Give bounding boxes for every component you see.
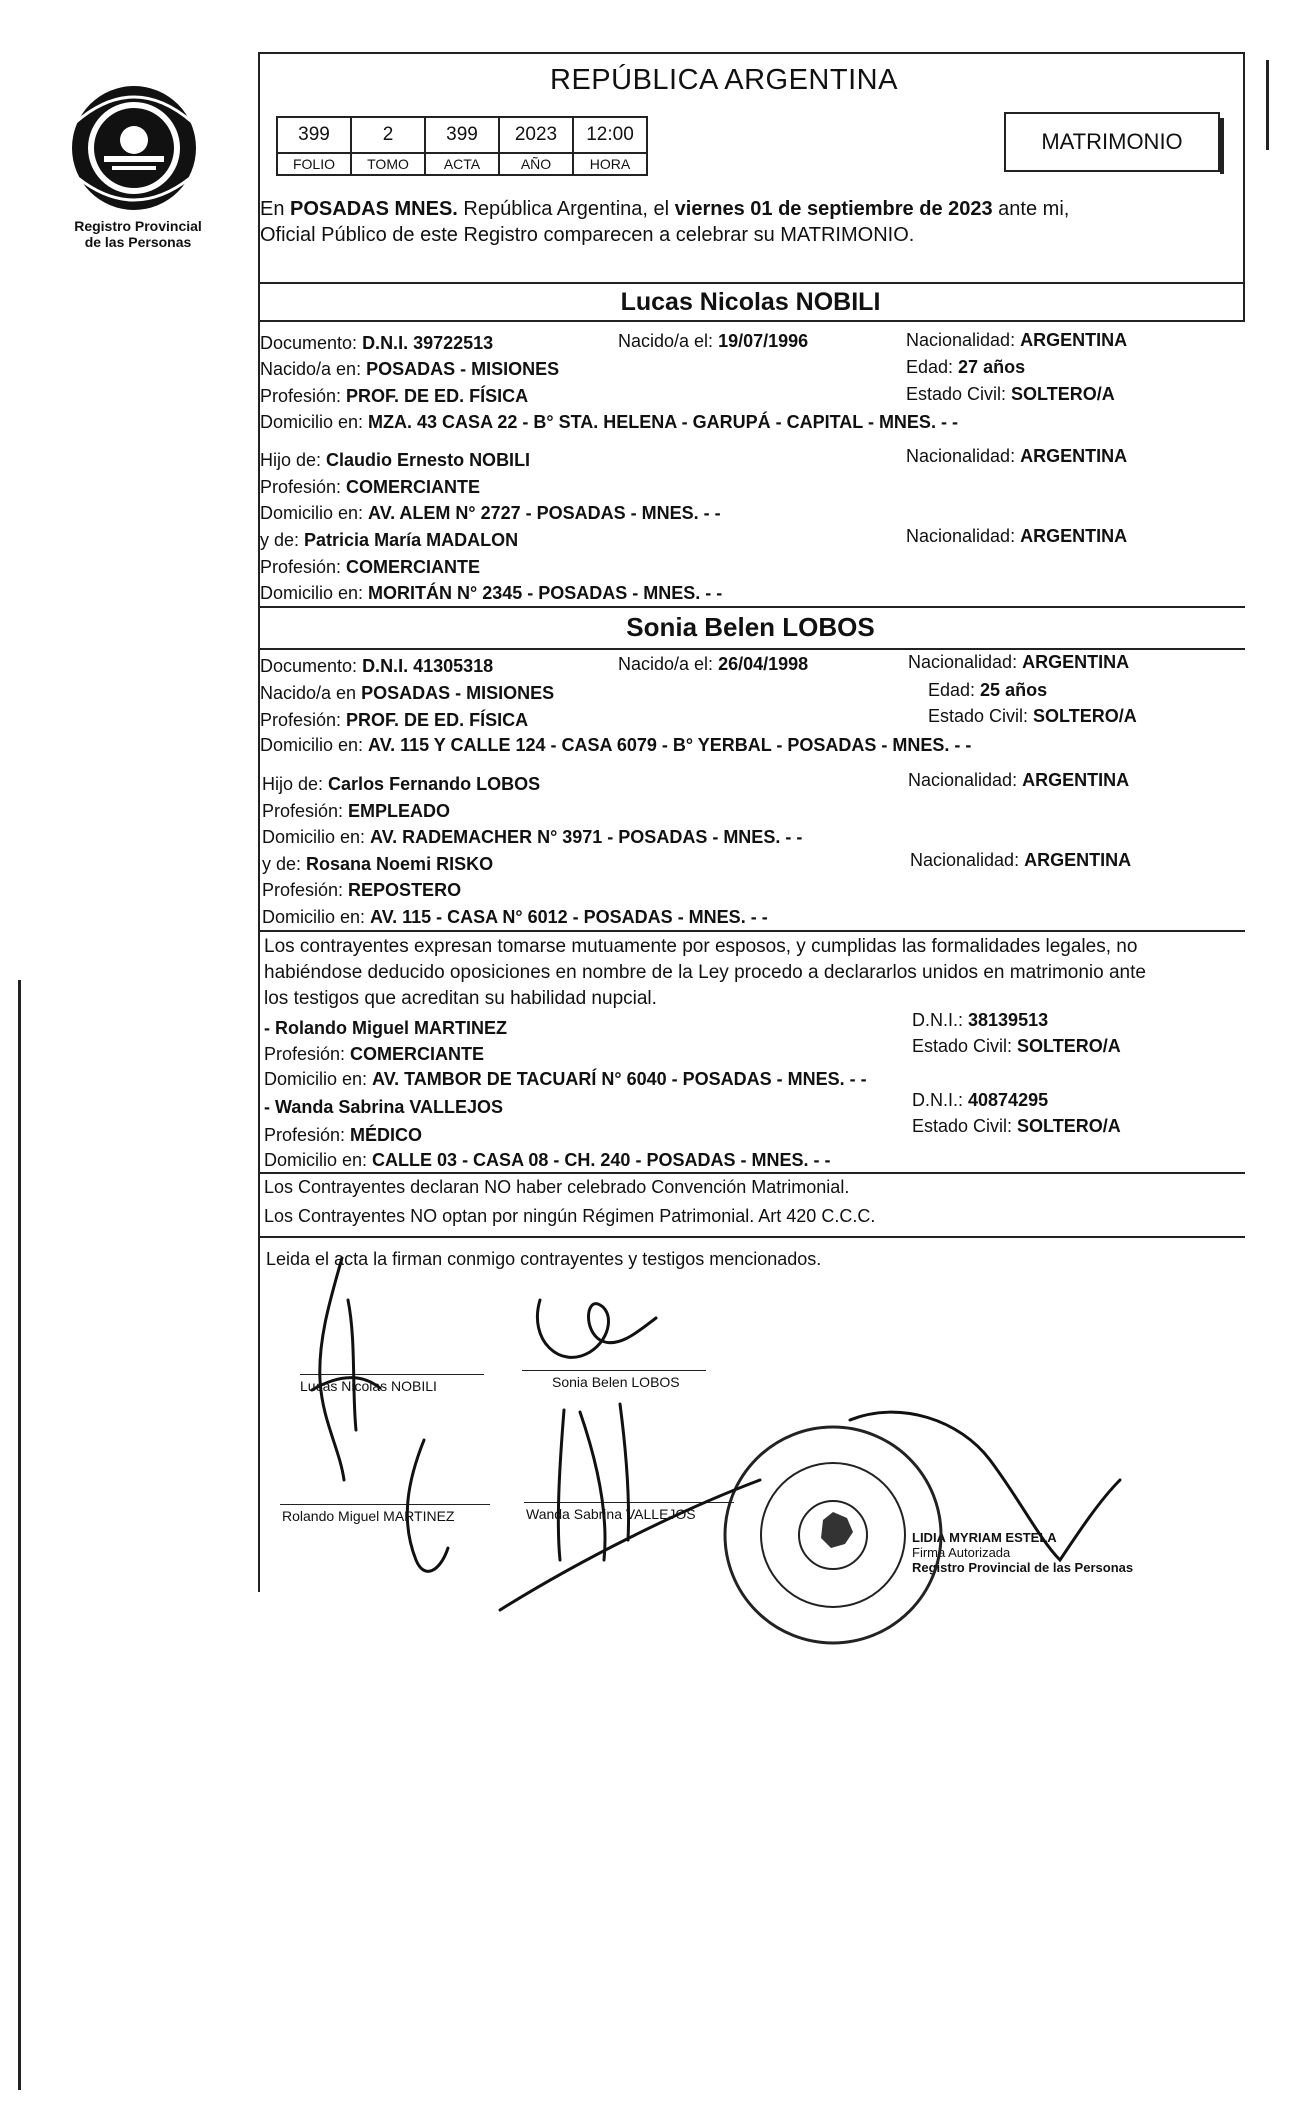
folio-label: FOLIO [277, 153, 351, 175]
groom-age: Edad: 27 años [906, 357, 1026, 377]
witness2-signature-name: Wanda Sabrina VALLEJOS [526, 1506, 696, 1522]
anio-label: AÑO [499, 153, 573, 175]
witness2-name: - Wanda Sabrina VALLEJOS [264, 1097, 504, 1117]
groom-name: Lucas Nicolas NOBILI [620, 288, 881, 316]
groom-document: Documento: D.N.I. 39722513 [260, 333, 494, 353]
groom-father-nationality: Nacionalidad: ARGENTINA [906, 446, 1128, 466]
bride-document: Documento: D.N.I. 41305318 [260, 656, 494, 676]
witness2-dni: D.N.I.: 40874295 [912, 1090, 1049, 1110]
bride-mother-profession: Profesión: REPOSTERO [262, 880, 462, 900]
bride-father: Hijo de: Carlos Fernando LOBOS [262, 774, 541, 794]
registry-name: Registro Provincial de las Personas [74, 218, 202, 250]
bride-age: Edad: 25 años [928, 680, 1048, 700]
bride-mother-address: Domicilio en: AV. 115 - CASA N° 6012 - POSADAS - MNES. - - [262, 907, 768, 927]
groom-mother-profession: Profesión: COMERCIANTE [260, 557, 481, 577]
bride-father-address: Domicilio en: AV. RADEMACHER N° 3971 - POSADAS - MNES. - - [262, 827, 803, 847]
bride-signature-name: Sonia Belen LOBOS [552, 1374, 680, 1390]
bride-birthdate: Nacido/a el: 26/04/1998 [618, 654, 809, 674]
official-signature-block: LIDIA MYRIAM ESTELA Firma Autorizada Registro Provincial de las Personas [912, 1530, 1134, 1575]
bride-civil-status: Estado Civil: SOLTERO/A [928, 706, 1137, 726]
groom-nationality: Nacionalidad: ARGENTINA [906, 330, 1128, 350]
acta-label: ACTA [425, 153, 499, 175]
regime-note: Los Contrayentes NO optan por ningún Régimen Patrimonial. Art 420 C.C.C. [264, 1206, 876, 1226]
groom-mother-nationality: Nacionalidad: ARGENTINA [906, 526, 1128, 546]
folio-value: 399 [277, 117, 351, 153]
witness1-address: Domicilio en: AV. TAMBOR DE TACUARÍ N° 6040 - POSADAS - MNES. - - [264, 1069, 867, 1089]
bride-address: Domicilio en: AV. 115 Y CALLE 124 - CASA 6079 - B° YERBAL - POSADAS - MNES. - - [260, 735, 972, 755]
bride-name: Sonia Belen LOBOS [626, 612, 875, 642]
witness2-address: Domicilio en: CALLE 03 - CASA 08 - CH. 240 - POSADAS - MNES. - - [264, 1150, 831, 1170]
groom-mother-address: Domicilio en: MORITÁN N° 2345 - POSADAS - MNES. - - [260, 583, 723, 603]
groom-birthdate: Nacido/a el: 19/07/1996 [618, 331, 809, 351]
hora-label: HORA [573, 153, 647, 175]
witness1-civil-status: Estado Civil: SOLTERO/A [912, 1036, 1121, 1056]
bride-mother-nationality: Nacionalidad: ARGENTINA [910, 850, 1132, 870]
intro-paragraph: En POSADAS MNES. República Argentina, el viernes 01 de septiembre de 2023 ante mi, Oficial Público de este Registro comparecen a celebrar su MATRIMONIO. [260, 198, 1070, 246]
witness1-dni: D.N.I.: 38139513 [912, 1010, 1049, 1030]
bride-mother: y de: Rosana Noemi RISKO [262, 854, 494, 874]
convention-note: Los Contrayentes declaran NO haber celebrado Convención Matrimonial. [264, 1177, 850, 1197]
tomo-label: TOMO [351, 153, 425, 175]
witness1-signature-name: Rolando Miguel MARTINEZ [282, 1508, 455, 1524]
bride-profession: Profesión: PROF. DE ED. FÍSICA [260, 710, 529, 730]
margin-line [18, 980, 21, 2090]
anio-value: 2023 [499, 117, 573, 153]
tomo-value: 2 [351, 117, 425, 153]
acta-value: 399 [425, 117, 499, 153]
groom-civil-status: Estado Civil: SOLTERO/A [906, 384, 1115, 404]
witness2-profession: Profesión: MÉDICO [264, 1125, 423, 1145]
bride-nationality: Nacionalidad: ARGENTINA [908, 652, 1130, 672]
witness2-civil-status: Estado Civil: SOLTERO/A [912, 1116, 1121, 1136]
reading-note: Leida el acta la firman conmigo contrayentes y testigos mencionados. [266, 1249, 822, 1269]
declaration-paragraph: Los contrayentes expresan tomarse mutuamente por esposos, y cumplidas las formalidades legales, no habiéndose deducido oposiciones en nombre de la Ley procedo a declararlos unidos en matrimonio ante los testigos que acreditan su habilidad nupcial. [264, 936, 1146, 1009]
hora-value: 12:00 [573, 117, 647, 153]
groom-father-profession: Profesión: COMERCIANTE [260, 477, 481, 497]
groom-father-address: Domicilio en: AV. ALEM N° 2727 - POSADAS - MNES. - - [260, 503, 721, 523]
bride-birthplace: Nacido/a en POSADAS - MISIONES [260, 683, 555, 703]
groom-father: Hijo de: Claudio Ernesto NOBILI [260, 450, 531, 470]
groom-address: Domicilio en: MZA. 43 CASA 22 - B° STA. HELENA - GARUPÁ - CAPITAL - MNES. - - [260, 412, 958, 432]
page-title: REPÚBLICA ARGENTINA [550, 64, 898, 96]
groom-birthplace: Nacido/a en: POSADAS - MISIONES [260, 359, 560, 379]
groom-signature-name: Lucas Nicolas NOBILI [300, 1378, 437, 1394]
bride-father-nationality: Nacionalidad: ARGENTINA [908, 770, 1130, 790]
witness1-profession: Profesión: COMERCIANTE [264, 1044, 485, 1064]
groom-mother: y de: Patricia María MADALON [260, 530, 519, 550]
bride-father-profession: Profesión: EMPLEADO [262, 801, 451, 821]
witness1-name: - Rolando Miguel MARTINEZ [264, 1018, 507, 1038]
document-type-box: MATRIMONIO [1004, 112, 1220, 172]
groom-profession: Profesión: PROF. DE ED. FÍSICA [260, 386, 529, 406]
